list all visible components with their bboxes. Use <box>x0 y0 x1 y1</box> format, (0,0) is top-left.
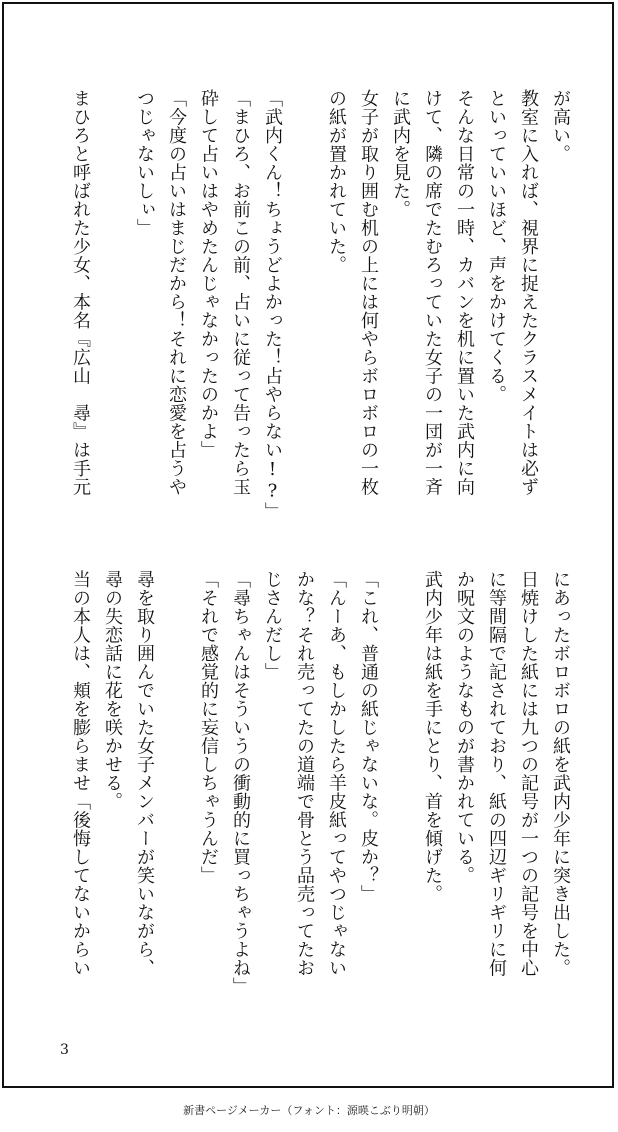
text-column: 「武内くん！ちょうどよかった！占やらない!?」 <box>262 89 283 521</box>
text-column: 「んーあ、もしかしたら羊皮紙ってやつじゃない <box>326 570 347 977</box>
text-column: けて、隣の席でたむろっていた女子の一団が一斉 <box>422 89 443 496</box>
text-column: の紙が置かれていた。 <box>326 89 347 274</box>
text-column: 尋を取り囲んでいた女子メンバーが笑いながら、 <box>134 570 155 977</box>
text-column: か呪文のようなものが書かれている。 <box>454 570 475 885</box>
text-column: まひろと呼ばれた少女、本名『広山 尋』は手元 <box>70 89 91 496</box>
text-column <box>160 570 192 1025</box>
text-column <box>384 570 416 1025</box>
text-column: 当の本人は、頬を膨らませ「後悔してないからい <box>70 570 91 977</box>
text-column: つじゃないしぃ」 <box>134 89 155 237</box>
book-page <box>2 2 614 1088</box>
text-column: 武内少年は紙を手にとり、首を傾げた。 <box>422 570 443 903</box>
text-column: 女子が取り囲む机の上には何やらボロボロの一枚 <box>358 89 379 496</box>
text-block-upper <box>64 89 576 544</box>
text-column: じさんだし」 <box>262 570 283 681</box>
text-column: が高い。 <box>550 89 571 163</box>
text-column <box>96 89 128 544</box>
text-column: に等間隔で記されており、紙の四辺ギリギリに何 <box>486 570 507 977</box>
text-column: にあったボロボロの紙を武内少年に突き出した。 <box>550 570 571 977</box>
text-column <box>288 89 320 544</box>
page-number: 3 <box>60 1042 69 1058</box>
text-column: に武内を見た。 <box>390 89 411 219</box>
text-column: といっていいほど、声をかけてくる。 <box>486 89 507 404</box>
text-column: 「それで感覚的に妄信しちゃうんだ」 <box>198 570 219 885</box>
text-column: 「今度の占いはまじだから！それに恋愛を占うや <box>166 89 187 496</box>
text-column: 「まひろ、お前この前、占いに従って告ったら玉 <box>230 89 251 496</box>
text-block-lower <box>64 570 576 1025</box>
text-column: 「これ、普通の紙じゃないな。皮か？」 <box>358 570 379 903</box>
footer-caption: 新書ページメーカー（フォント：源暎こぶり明朝） <box>183 1104 435 1117</box>
text-column: 「尋ちゃんはそういうの衝動的に買っちゃうよね」 <box>230 570 251 996</box>
text-column: 尋の失恋話に花を咲かせる。 <box>102 570 123 811</box>
text-column: 砕して占いはやめたんじゃなかったのかよ」 <box>198 89 219 459</box>
text-column: 日焼けした紙には九つの記号が一つの記号を中心 <box>518 570 539 977</box>
text-column: そんな日常の一時、カバンを机に置いた武内に向 <box>454 89 475 496</box>
text-column: 教室に入れば、視界に捉えたクラスメイトは必ず <box>518 89 539 496</box>
text-column: かな？それ売ってたの道端で骨とう品売ってたお <box>294 570 315 977</box>
